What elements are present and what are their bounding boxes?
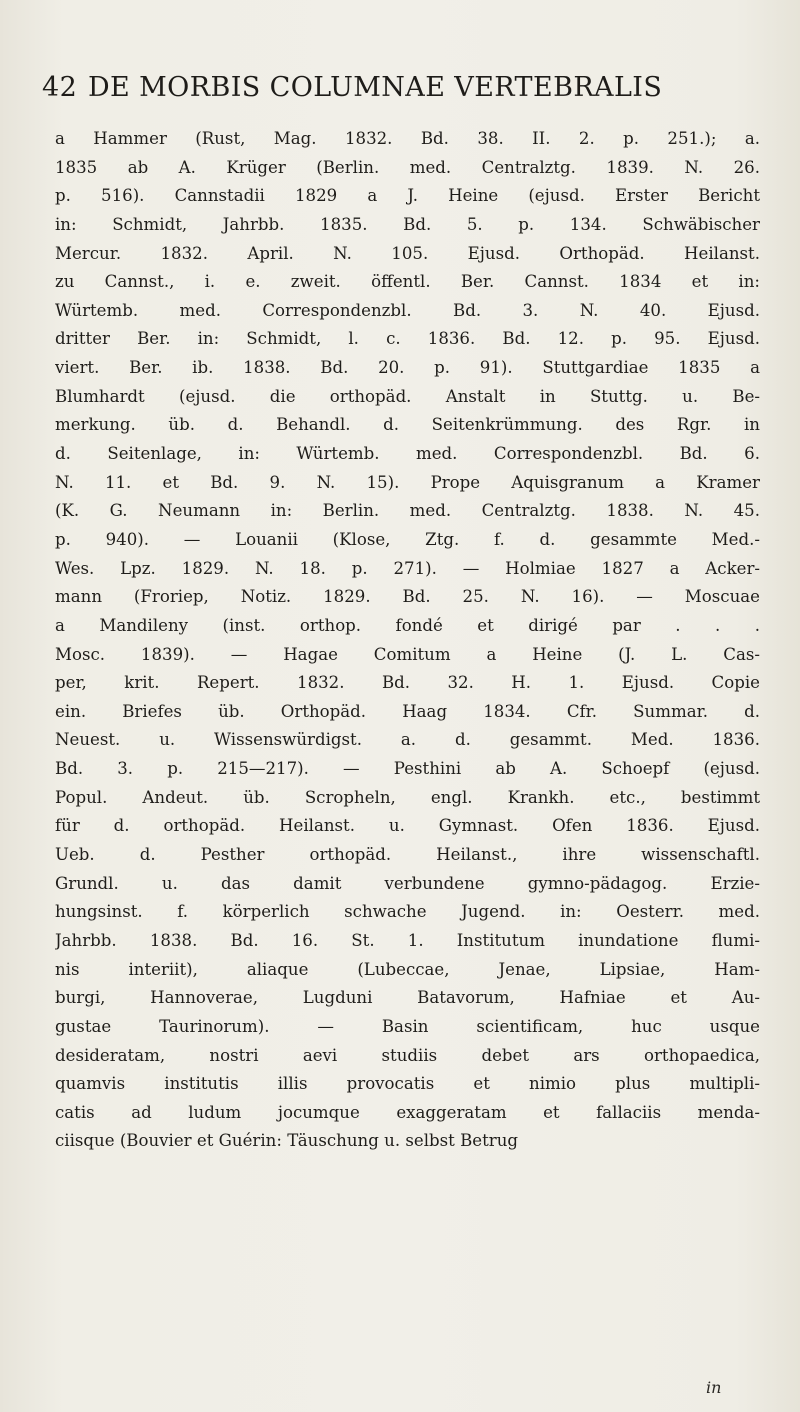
text-line: Mercur. 1832. April. N. 105. Ejusd. Orthopäd. Heilanst. bbox=[55, 243, 760, 263]
text-line: Wes. Lpz. 1829. N. 18. p. 271). — Holmiae 1827 a Acker- bbox=[55, 558, 760, 578]
text-line: hungsinst. f. körperlich schwache Jugend. in: Oesterr. med. bbox=[55, 902, 760, 922]
text-line: burgi, Hannoverae, Lugduni Batavorum, Hafniae et Au- bbox=[55, 988, 760, 1008]
text-line: N. 11. et Bd. 9. N. 15). Prope Aquisgranum a Kramer bbox=[55, 472, 760, 492]
catchword: in bbox=[706, 1378, 722, 1397]
text-line: Ueb. d. Pesther orthopäd. Heilanst., ihre wissenschaftl. bbox=[55, 845, 760, 865]
text-line: a Hammer (Rust, Mag. 1832. Bd. 38. II. 2. p. 251.); a. bbox=[55, 129, 760, 148]
running-title: DE MORBIS COLUMNAE VERTEBRALIS bbox=[88, 72, 663, 103]
text-line: mann (Froriep, Notiz. 1829. Bd. 25. N. 16). — Moscuae bbox=[55, 587, 760, 607]
text-line: dritter Ber. in: Schmidt, l. c. 1836. Bd. 12. p. 95. Ejusd. bbox=[55, 329, 760, 349]
text-line: zu Cannst., i. e. zweit. öffentl. Ber. Cannst. 1834 et in: bbox=[55, 272, 760, 292]
text-line: a Mandileny (inst. orthop. fondé et dirigé par . . . bbox=[55, 615, 760, 635]
text-line: Würtemb. med. Correspondenzbl. Bd. 3. N. 40. Ejusd. bbox=[55, 300, 760, 320]
text-line: Grundl. u. das damit verbundene gymno-pädagog. Erzie- bbox=[55, 873, 760, 893]
text-line: gustae Taurinorum). — Basin scientificam, huc usque bbox=[55, 1016, 760, 1036]
text-line: Blumhardt (ejusd. die orthopäd. Anstalt in Stuttg. u. Be- bbox=[55, 386, 760, 406]
text-line: viert. Ber. ib. 1838. Bd. 20. p. 91). Stuttgardiae 1835 a bbox=[55, 358, 760, 378]
text-line: (K. G. Neumann in: Berlin. med. Centralztg. 1838. N. 45. bbox=[55, 501, 760, 521]
text-line: ein. Briefes üb. Orthopäd. Haag 1834. Cfr. Summar. d. bbox=[55, 701, 760, 721]
body-text bbox=[55, 125, 760, 1156]
text-line: nis interiit), aliaque (Lubeccae, Jenae, Lipsiae, Ham- bbox=[55, 959, 760, 979]
text-line: Mosc. 1839). — Hagae Comitum a Heine (J. L. Cas- bbox=[55, 644, 760, 664]
text-line: p. 516). Cannstadii 1829 a J. Heine (ejusd. Erster Bericht bbox=[55, 186, 760, 206]
text-line: Popul. Andeut. üb. Scropheln, engl. Krankh. etc., bestimmt bbox=[55, 787, 760, 807]
text-line: quamvis institutis illis provocatis et nimio plus multipli- bbox=[55, 1074, 760, 1094]
text-line: in: Schmidt, Jahrbb. 1835. Bd. 5. p. 134. Schwäbischer bbox=[55, 214, 760, 234]
text-line: catis ad ludum jocumque exaggeratam et fallaciis menda- bbox=[55, 1102, 760, 1122]
text-line: Jahrbb. 1838. Bd. 16. St. 1. Institutum inundatione flumi- bbox=[55, 930, 760, 950]
page-number: 42 bbox=[42, 72, 78, 103]
text-line: Bd. 3. p. 215—217). — Pesthini ab A. Schoepf (ejusd. bbox=[55, 759, 760, 779]
text-line: 1835 ab A. Krüger (Berlin. med. Centralztg. 1839. N. 26. bbox=[55, 157, 760, 177]
text-line: für d. orthopäd. Heilanst. u. Gymnast. Ofen 1836. Ejusd. bbox=[55, 816, 760, 836]
text-line: Neuest. u. Wissenswürdigst. a. d. gesammt. Med. 1836. bbox=[55, 730, 760, 750]
text-line: merkung. üb. d. Behandl. d. Seitenkrümmung. des Rgr. in bbox=[55, 415, 760, 435]
text-line: desideratam, nostri aevi studiis debet ars orthopaedica, bbox=[55, 1045, 760, 1065]
text-line: per, krit. Repert. 1832. Bd. 32. H. 1. Ejusd. Copie bbox=[55, 673, 760, 693]
running-head bbox=[42, 72, 742, 116]
text-line: d. Seitenlage, in: Würtemb. med. Correspondenzbl. Bd. 6. bbox=[55, 444, 760, 464]
text-line: ciisque (Bouvier et Guérin: Täuschung u. selbst Betrug bbox=[55, 1131, 519, 1151]
text-line: p. 940). — Louanii (Klose, Ztg. f. d. gesammte Med.- bbox=[55, 529, 760, 549]
